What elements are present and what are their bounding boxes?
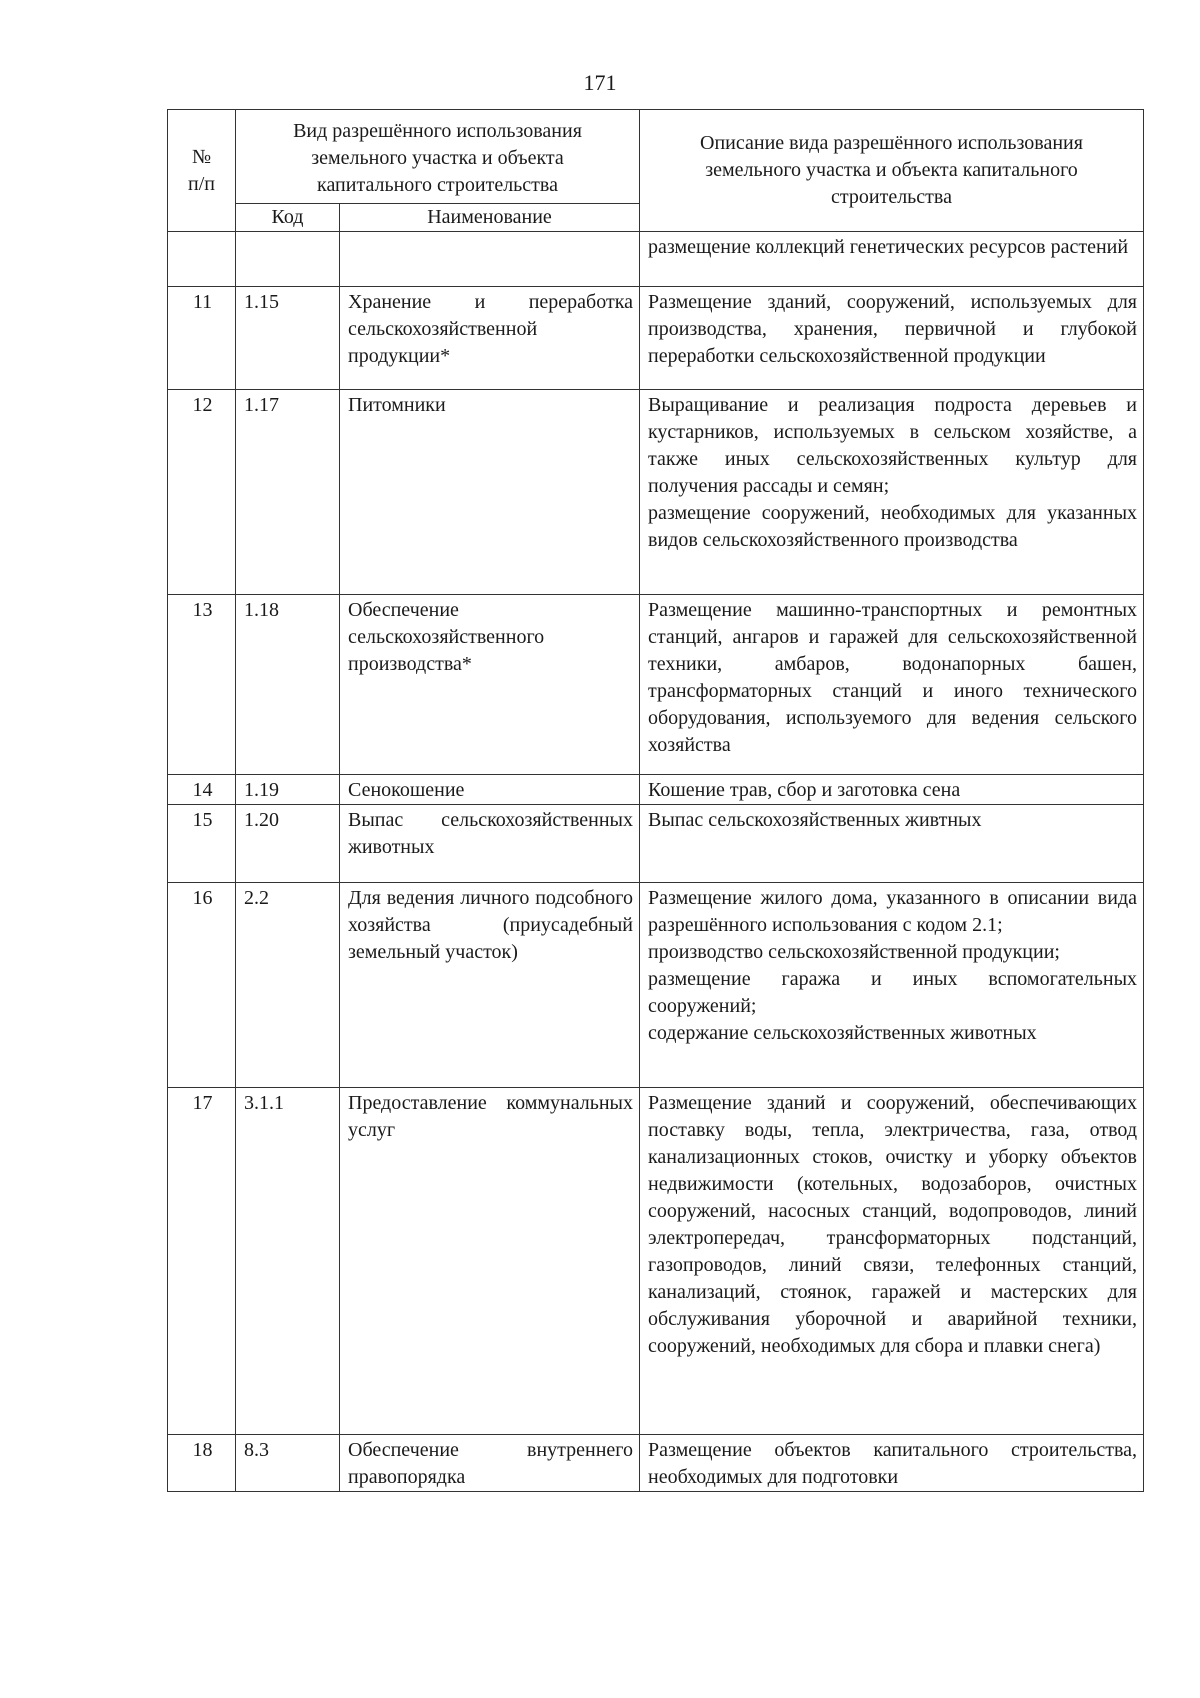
row-description: [640, 232, 1144, 287]
description-paragraph: Выращивание и реализация подроста деревьев и кустарников, используемых в сельском хозяйстве, а также иных сельскохозяйственных культур для получения рассады и семян;: [648, 394, 1137, 497]
header-num: № п/п: [168, 110, 236, 232]
row-number: 13: [168, 595, 236, 775]
row-name: Предоставление коммунальных услуг: [340, 1088, 640, 1435]
row-number: 16: [168, 883, 236, 1088]
row-code: 1.17: [236, 390, 340, 595]
description-paragraph: содержание сельскохозяйственных животных: [648, 1022, 1037, 1044]
table-row: [168, 805, 1144, 883]
description-paragraph: Размещение зданий, сооружений, используемых для производства, хранения, первичной и глубокой переработки сельскохозяйственной продукции: [648, 291, 1137, 367]
table-row: [168, 775, 1144, 805]
row-description: [640, 390, 1144, 595]
row-description: [640, 1435, 1144, 1492]
description-paragraph: Размещение машинно-транспортных и ремонтных станций, ангаров и гаражей для сельскохозяйственной техники, амбаров, водонапорных башен, трансформаторных станций и иного технического оборудования, используемого для ведения сельского хозяйства: [648, 599, 1137, 756]
row-number: 14: [168, 775, 236, 805]
row-description: [640, 883, 1144, 1088]
table-row: [168, 390, 1144, 595]
row-code: 1.18: [236, 595, 340, 775]
row-code: 3.1.1: [236, 1088, 340, 1435]
row-name: Выпас сельскохозяйственных животных: [340, 805, 640, 883]
row-number: 12: [168, 390, 236, 595]
row-number: 15: [168, 805, 236, 883]
row-name: Обеспечение сельскохозяйственного производства*: [340, 595, 640, 775]
row-number: 17: [168, 1088, 236, 1435]
description-paragraph: Размещение объектов капитального строительства, необходимых для подготовки: [648, 1439, 1137, 1488]
description-paragraph: размещение сооружений, необходимых для указанных видов сельскохозяйственного производства: [648, 502, 1137, 551]
row-description: [640, 595, 1144, 775]
row-number: 11: [168, 287, 236, 390]
table-body: [168, 232, 1144, 1492]
table-row: [168, 232, 1144, 287]
header-description: Описание вида разрешённого использования земельного участка и объекта капитального строительства: [640, 110, 1144, 232]
description-paragraph: Кошение трав, сбор и заготовка сена: [648, 779, 961, 801]
row-description: [640, 287, 1144, 390]
description-paragraph: производство сельскохозяйственной продукции;: [648, 941, 1060, 963]
row-name: Сенокошение: [340, 775, 640, 805]
header-code: Код: [236, 204, 340, 232]
row-code: 8.3: [236, 1435, 340, 1492]
description-paragraph: размещение гаража и иных вспомогательных сооружений;: [648, 968, 1137, 1017]
table-row: [168, 1088, 1144, 1435]
header-name: Наименование: [340, 204, 640, 232]
row-description: [640, 775, 1144, 805]
row-name: Хранение и переработка сельскохозяйственной продукции*: [340, 287, 640, 390]
row-number: [168, 232, 236, 287]
description-paragraph: Размещение жилого дома, указанного в описании вида разрешённого использования с кодом 2.1;: [648, 887, 1137, 936]
table-row: [168, 1435, 1144, 1492]
description-paragraph: Размещение зданий и сооружений, обеспечивающих поставку воды, тепла, электричества, газа, отвод канализационных стоков, очистку и уборку объектов недвижимости (котельных, водозаборов, очистных сооружений, насосных станций, водопроводов, линий электропередач, трансформаторных подстанций, газопроводов, линий связи, телефонных станций, канализаций, стоянок, гаражей и мастерских для обслуживания уборочной и аварийной техники, сооружений, необходимых для сбора и плавки снега): [648, 1092, 1137, 1357]
page-number: 171: [583, 70, 617, 95]
row-code: 2.2: [236, 883, 340, 1088]
row-name: Обеспечение внутреннего правопорядка: [340, 1435, 640, 1492]
row-description: [640, 805, 1144, 883]
header-group: Вид разрешённого использования земельного участка и объекта капитального строительства: [236, 110, 640, 204]
row-code: 1.15: [236, 287, 340, 390]
row-name: Для ведения личного подсобного хозяйства (приусадебный земельный участок): [340, 883, 640, 1088]
row-name: [340, 232, 640, 287]
row-description: [640, 1088, 1144, 1435]
table-row: [168, 883, 1144, 1088]
row-code: [236, 232, 340, 287]
land-use-table: [167, 109, 1144, 1492]
row-code: 1.20: [236, 805, 340, 883]
table-row: [168, 287, 1144, 390]
row-code: 1.19: [236, 775, 340, 805]
description-paragraph: размещение коллекций генетических ресурсов растений: [648, 236, 1129, 258]
row-number: 18: [168, 1435, 236, 1492]
table-row: [168, 595, 1144, 775]
description-paragraph: Выпас сельскохозяйственных живтных: [648, 809, 982, 831]
row-name: Питомники: [340, 390, 640, 595]
